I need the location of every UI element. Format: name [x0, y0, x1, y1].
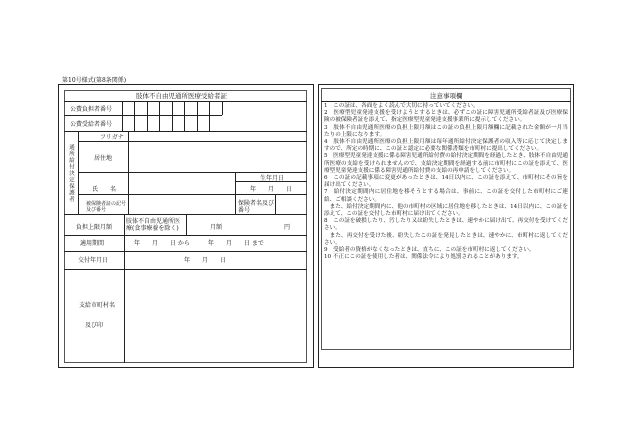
- notes-title: 注意事項欄: [430, 92, 463, 100]
- issue-value: 年 月 日: [184, 257, 227, 264]
- seal-label: 及び印: [85, 322, 104, 329]
- guardian-birth-date: 年 月 日: [250, 186, 293, 193]
- insurer-label: 保険者名及び番号: [238, 200, 275, 214]
- notes-list: [324, 103, 568, 261]
- furigana-label: フリガナ: [100, 134, 124, 141]
- note-item: また、再交付を受けた後、紛失したこの証を発見したときは、速やかに、市町村に返してください。: [324, 232, 568, 246]
- period-value: 年 月 日 から 年 月 日 まで: [134, 240, 264, 247]
- issue-label: 交付年月日: [78, 257, 109, 264]
- recipient-number-cells: [122, 115, 222, 131]
- guardian-label: 通所給付決定保護者: [68, 144, 74, 203]
- monthly-label: 月額: [210, 224, 223, 231]
- note-item: 1 この証は、各面をよく読んで大切に持っていてください。: [324, 103, 479, 109]
- limit-label: 負担上限月額: [76, 224, 113, 231]
- form-number: 第10号様式(第8条関係): [62, 77, 127, 84]
- insured-label: 被保険者証の記号及び番号: [86, 201, 127, 213]
- note-item: 9 受給者の資格がなくなったときは、直ちに、この証を市町村に返してください。: [324, 247, 535, 254]
- provider-number-label: 公費負担者番号: [70, 106, 113, 113]
- certificate-title: 肢体不自由児通所医療受給者証: [136, 92, 227, 100]
- note-item: 5 医療型児童発達支援に係る障害児通所給付費の給付決定期間を経過したとき、肢体不自由児通所医療の支給を受けられませんので、支給決定期間を経過する前に市町村にこの証を添えて、医療型児童発達支援に係る障害児通所給付費の支給の再申請をしてください。: [324, 153, 568, 174]
- note-item: 8 この証を破損したり、汚したり又は紛失したときは、速やかに届け出て、再交付を受けてください。: [324, 218, 568, 232]
- note-item: 7 給付決定期間内に居住地を移そうとする場合は、事前に、この証を交付した市町村にご連絡、ご相談ください。: [324, 189, 568, 203]
- note-item: 3 肢体不自由児通所医療の負担上限月額はこの証の負担上限月額欄に記載された金額が一月当たりの上限になります。: [324, 124, 568, 138]
- city-label: 支給市町村名: [79, 302, 116, 309]
- note-item: 6 この証の記載事項に変更があったときは、14日以内に、この証を添えて、市町村にその旨を届け出てください。: [324, 175, 568, 189]
- name-label: 氏 名: [92, 186, 117, 193]
- yen-label: 円: [284, 224, 291, 231]
- address-label: 居住地: [94, 155, 113, 162]
- note-item: 2 医療型児童発達支援を受けようとするときは、必ずこの証に障害児通所受給者証及び医療保険の被保険者証を添えて、指定医療型児童発達支援事業所に提示してください。: [324, 110, 568, 124]
- provider-number-cells: [122, 101, 222, 115]
- recipient-number-label: 公費受給者番号: [70, 121, 113, 128]
- birth-label: 生年月日: [260, 175, 285, 182]
- limit-desc: 肢体不自由児通所医療(食事療養を除く): [126, 218, 181, 232]
- note-item: 10 不正にこの証を使用した者は、関係法令により処罰されることがあります。: [324, 254, 523, 261]
- period-label: 適用期間: [80, 240, 105, 247]
- note-item: また、給付決定期間内に、他の市町村の区域に居住地を移したときは、14日以内に、この証を添えて、この証を交付した市町村に届け出てください。: [324, 203, 568, 218]
- note-item: 4 肢体不自由児通所医療の負担上限月額は毎年通所給付決定保護者の収入等に応じて決定しますので、所定の時期に、この証と認定に必要な関係書類を市町村に提出してください。: [324, 139, 568, 153]
